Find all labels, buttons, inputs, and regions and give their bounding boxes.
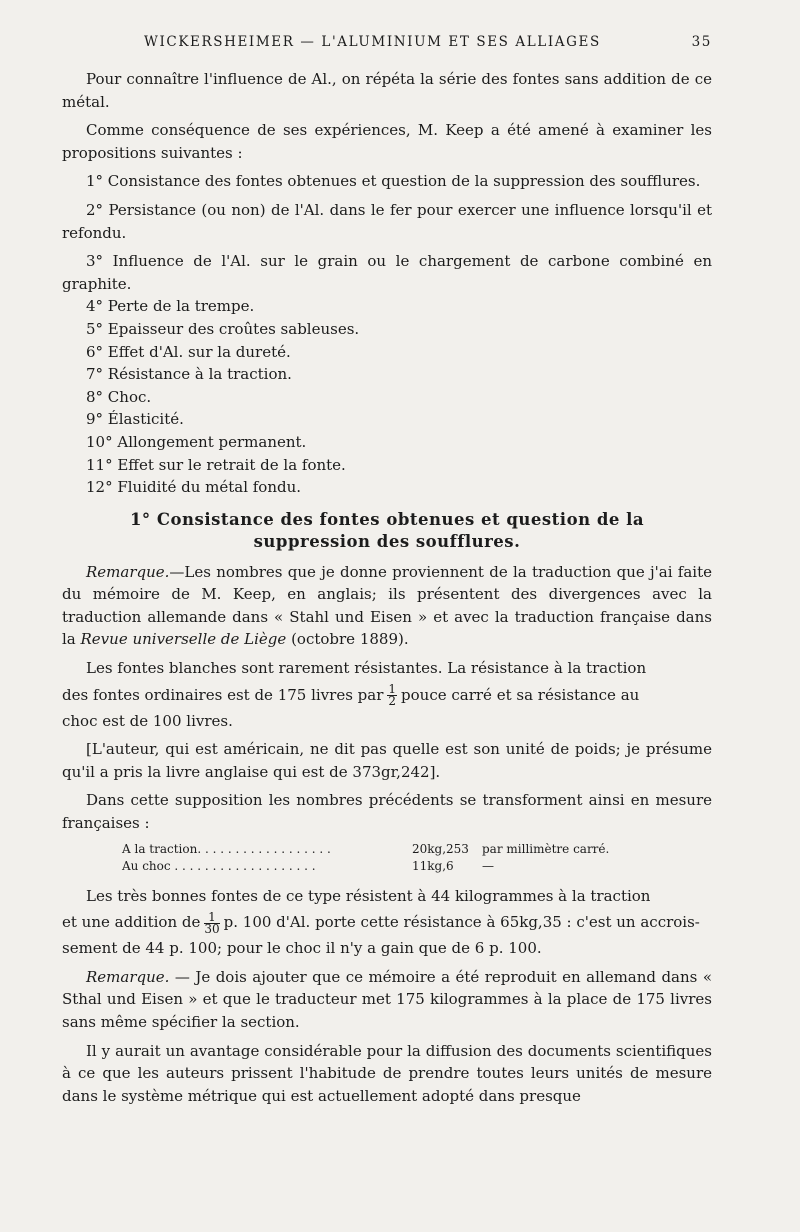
proposition-item: 1° Consistance des fontes obtenues et question de la suppression des soufflures. bbox=[86, 172, 701, 191]
proposition-item: 6° Effet d'Al. sur la dureté. bbox=[86, 342, 291, 361]
measure-unit: par millimètre carré. bbox=[482, 841, 610, 856]
fraction-thirtieth bbox=[204, 909, 220, 936]
proposition-item: 12° Fluidité du métal fondu. bbox=[86, 478, 302, 497]
journal-title: Revue universelle de Liège bbox=[80, 630, 287, 649]
page-number: 35 bbox=[691, 34, 712, 50]
proposition-item: 3° Influence de l'Al. sur le grain ou le chargement de carbone combiné en graphite. bbox=[62, 252, 712, 293]
measure-value: 11kg,6 bbox=[412, 858, 454, 873]
table-row bbox=[122, 858, 609, 875]
fraction-numerator: 1 bbox=[388, 682, 397, 697]
proposition-item: 7° Résistance à la traction. bbox=[86, 365, 292, 384]
proposition-item: 2° Persistance (ou non) de l'Al. dans le fer pour exercer une influence lorsqu'il et refondu. bbox=[62, 200, 712, 242]
bonnes-paragraph-line-1: Les très bonnes fontes de ce type résistent à 44 kilogrammes à la traction bbox=[86, 886, 651, 905]
fontes-paragraph-line-1: Les fontes blanches sont rarement résistantes. La résistance à la traction bbox=[86, 659, 647, 678]
intro-paragraph-2: Comme conséquence de ses expériences, M. Keep a été amené à examiner les propositions suivantes : bbox=[62, 121, 712, 162]
bonnes-paragraph-line-3: sement de 44 p. 100; pour le choc il n'y a gain que de 6 p. 100. bbox=[62, 939, 542, 958]
fraction-denominator: 30 bbox=[204, 921, 220, 936]
fontes-paragraph-line-3: choc est de 100 livres. bbox=[62, 711, 233, 730]
intro-paragraph-1: Pour connaître l'influence de Al., on répéta la série des fontes sans addition de ce métal. bbox=[62, 70, 712, 111]
bonnes-text-before: et une addition de bbox=[62, 913, 201, 932]
fraction-half bbox=[387, 684, 397, 707]
remark-text: —Les nombres que je donne proviennent de la traduction que j'ai faite du mémoire de M. Keep, en anglais; ils présentent des divergences avec la traduction allemande dans « Stahl und Eisen » et avec la traduction française dans la bbox=[62, 562, 712, 649]
header-title: WICKERSHEIMER — L'ALUMINIUM ET SES ALLIAGES bbox=[144, 34, 601, 50]
auteur-paragraph: [L'auteur, qui est américain, ne dit pas quelle est son unité de poids; je présume qu'il a pris la livre anglaise qui est de 373gr,242]. bbox=[62, 740, 712, 781]
bonnes-text-after: p. 100 d'Al. porte cette résistance à 65kg,35 : c'est un accrois- bbox=[223, 913, 700, 932]
bonnes-paragraph-line-2 bbox=[62, 907, 712, 937]
propositions-list bbox=[62, 170, 712, 498]
fontes-paragraph-line-2 bbox=[62, 680, 712, 710]
section-heading-line-2: suppression des soufflures. bbox=[253, 531, 521, 551]
supposition-paragraph: Dans cette supposition les nombres précédents se transforment ainsi en mesure françaises : bbox=[62, 791, 712, 833]
proposition-item: 8° Choc. bbox=[86, 387, 152, 406]
proposition-item: 4° Perte de la trempe. bbox=[86, 297, 255, 316]
section-heading-line-1: 1° Consistance des fontes obtenues et question de la bbox=[129, 509, 645, 529]
measure-value: 20kg,253 bbox=[412, 841, 469, 856]
table-row bbox=[122, 841, 609, 858]
measures-table bbox=[122, 841, 609, 875]
proposition-item: 11° Effet sur le retrait de la fonte. bbox=[86, 455, 346, 474]
fraction-denominator: 2 bbox=[388, 694, 397, 709]
page-body bbox=[62, 68, 712, 1107]
fraction-numerator: 1 bbox=[204, 912, 219, 924]
remark-paragraph-1 bbox=[62, 561, 712, 651]
remark-paragraph-2 bbox=[62, 966, 712, 1034]
proposition-item: 10° Allongement permanent. bbox=[86, 432, 307, 451]
remark-text: — Je dois ajouter que ce mémoire a été reproduit en allemand dans « Sthal und Eisen » et que le traducteur met 175 kilogrammes à la place de 175 livres sans même spécifier la section. bbox=[62, 967, 712, 1031]
fontes-text-before: des fontes ordinaires est de 175 livres par bbox=[62, 685, 384, 704]
remark-tail: (octobre 1889). bbox=[286, 630, 409, 649]
section-heading bbox=[62, 509, 712, 553]
remark-label: Remarque. bbox=[86, 967, 170, 986]
final-paragraph: Il y aurait un avantage considérable pour la diffusion des documents scientifiques à ce que les auteurs prissent l'habitude de prendre toutes leurs unités de mesure dans le système métrique qui est actuellement adopté dans presque bbox=[62, 1041, 712, 1105]
proposition-item: 5° Epaisseur des croûtes sableuses. bbox=[86, 319, 360, 338]
measure-label: A la traction. . . . . . . . . . . . . . . . . . bbox=[122, 841, 331, 856]
measure-unit: — bbox=[482, 858, 494, 873]
measure-label: Au choc . . . . . . . . . . . . . . . . . . . bbox=[122, 858, 316, 873]
fontes-text-after: pouce carré et sa résistance au bbox=[401, 685, 640, 704]
proposition-item: 9° Élasticité. bbox=[86, 410, 184, 429]
remark-label: Remarque. bbox=[86, 562, 170, 581]
